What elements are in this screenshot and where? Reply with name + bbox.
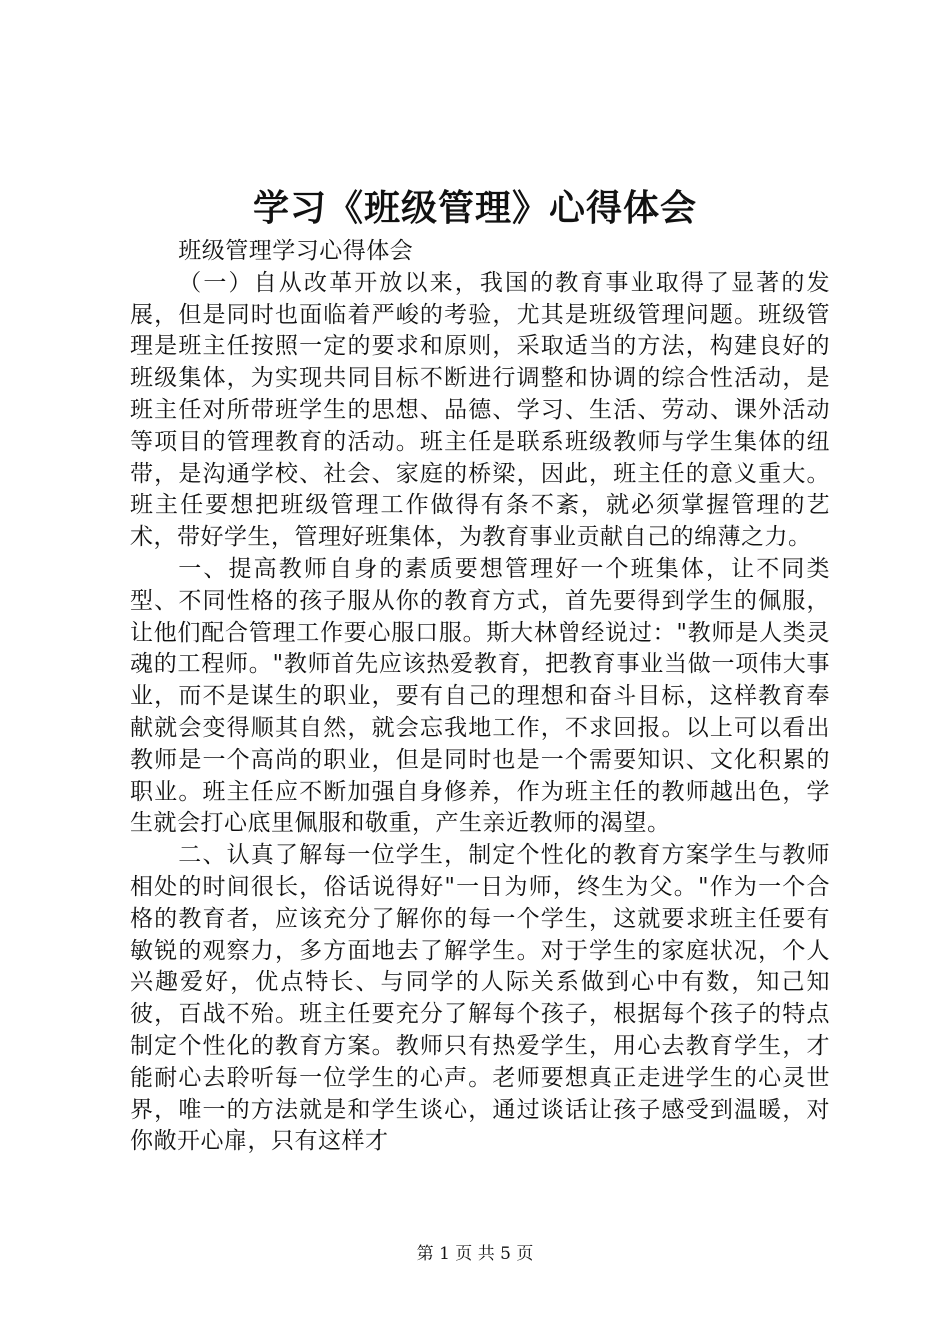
paragraph-intro: （一）自从改革开放以来，我国的教育事业取得了显著的发展，但是同时也面临着严峻的考验，尤其是班级管理问题。班级管理是班主任按照一定的要求和原则，采取适当的方法，构建良好的班级集体，为实现共同目标不断进行调整和协调的综合性活动，是班主任对所带班学生的思想、品德、学习、生活、劳动、课外活动等项目的管理教育的活动。班主任是联系班级教师与学生集体的纽带，是沟通学校、社会、家庭的桥梁，因此，班主任的意义重大。班主任要想把班级管理工作做得有条不紊，就必须掌握管理的艺术，带好学生，管理好班集体，为教育事业贡献自己的绵薄之力。: [130, 269, 830, 551]
document-body: [130, 236, 830, 1158]
paragraph-section-1: 一、提高教师自身的素质要想管理好一个班集体，让不同类型、不同性格的孩子服从你的教育方式，首先要得到学生的佩服，让他们配合管理工作要心服口服。斯大林曾经说过："教师是人类灵魂的工程师。"教师首先应该热爱教育，把教育事业当做一项伟大事业，而不是谋生的职业，要有自己的理想和奋斗目标，这样教育奉献就会变得顺其自然，就会忘我地工作，不求回报。以上可以看出教师是一个高尚的职业，但是同时也是一个需要知识、文化积累的职业。班主任应不断加强自身修养，作为班主任的教师越出色，学生就会打心底里佩服和敬重，产生亲近教师的渴望。: [130, 555, 830, 837]
page-number-footer: 第 1 页 共 5 页: [416, 1244, 534, 1264]
document-subtitle: 班级管理学习心得体会: [178, 238, 414, 264]
document-title: 学习《班级管理》心得体会: [252, 187, 697, 229]
paragraph-section-2: 二、认真了解每一位学生，制定个性化的教育方案学生与教师相处的时间很长，俗话说得好"一日为师，终生为父。"作为一个合格的教育者，应该充分了解你的每一个学生，这就要求班主任要有敏锐的观察力，多方面地去了解学生。对于学生的家庭状况，个人兴趣爱好，优点特长、与同学的人际关系做到心中有数，知己知彼，百战不殆。班主任要充分了解每个孩子，根据每个孩子的特点制定个性化的教育方案。教师只有热爱学生，用心去教育学生，才能耐心去聆听每一位学生的心声。老师要想真正走进学生的心灵世界，唯一的方法就是和学生谈心，通过谈话让孩子感受到温暖，对你敞开心扉，只有这样才: [130, 842, 830, 1155]
